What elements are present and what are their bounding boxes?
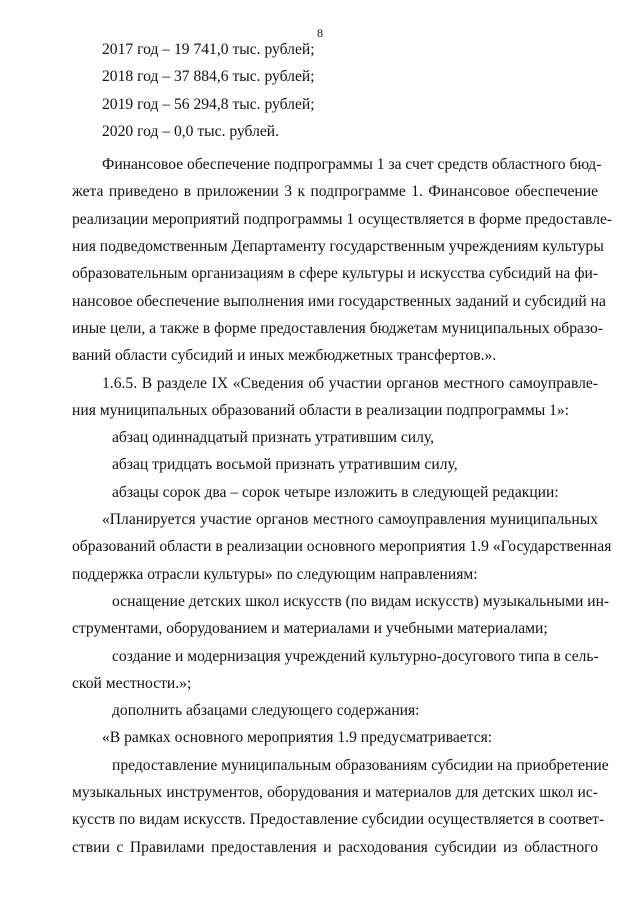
paragraph-line: ния подведомственным Департаменту государственным учреждениям культуры: [72, 238, 604, 256]
paragraph-line: жета приведено в приложении 3 к подпрограмме 1. Финансовое обеспечение: [72, 183, 598, 201]
paragraph-line: ваний области субсидий и иных межбюджетных трансфертов.».: [72, 347, 497, 365]
paragraph-line: иные цели, а также в форме предоставления бюджетам муниципальных образо-: [72, 319, 604, 337]
list-item: дополнить абзацами следующего содержания:: [112, 702, 420, 720]
budget-line-2020: 2020 год – 0,0 тыс. рублей.: [102, 122, 280, 140]
paragraph-line: ствии с Правилами предоставления и расходования субсидии из областного: [72, 838, 598, 856]
page-number: 8: [317, 26, 323, 40]
quote-line: поддержка отрасли культуры» по следующим направлениям:: [72, 565, 478, 583]
quote-line: образований области в реализации основного мероприятия 1.9 «Государственная: [72, 538, 612, 556]
quote-line: струментами, оборудованием и материалами и учебными материалами;: [72, 620, 548, 638]
paragraph-line: кусств по видам искусств. Предоставление субсидии осуществляется в соответ-: [72, 811, 605, 829]
quote-line: создание и модернизация учреждений культурно-досугового типа в сель-: [112, 647, 599, 665]
paragraph-line: нансовое обеспечение выполнения ими государственных заданий и субсидий на: [72, 292, 606, 310]
quote-line: оснащение детских школ искусств (по видам искусств) музыкальными ин-: [112, 592, 610, 610]
section-heading-line: 1.6.5. В разделе IX «Сведения об участии органов местного самоуправле-: [102, 374, 598, 392]
paragraph-line: Финансовое обеспечение подпрограммы 1 за счет средств областного бюд-: [102, 156, 602, 174]
paragraph-line: реализации мероприятий подпрограммы 1 осуществляется в форме предоставле-: [72, 210, 613, 228]
paragraph-line: музыкальных инструментов, оборудования и материалов для детских школ ис-: [72, 784, 598, 802]
list-item: абзац одиннадцатый признать утратившим силу,: [112, 429, 435, 447]
paragraph-line: предоставление муниципальным образованиям субсидии на приобретение: [112, 756, 609, 774]
list-item: абзац тридцать восьмой признать утратившим силу,: [112, 456, 458, 474]
budget-line-2017: 2017 год – 19 741,0 тыс. рублей;: [102, 41, 315, 58]
quote-line: «Планируется участие органов местного самоуправления муниципальных: [102, 511, 598, 529]
budget-line-2019: 2019 год – 56 294,8 тыс. рублей;: [102, 95, 315, 113]
quote-line: ской местности.»;: [72, 674, 192, 692]
section-heading-line: ния муниципальных образований области в реализации подпрограммы 1»:: [72, 401, 570, 419]
budget-line-2018: 2018 год – 37 884,6 тыс. рублей;: [102, 68, 315, 86]
list-item: абзацы сорок два – сорок четыре изложить в следующей редакции:: [112, 483, 559, 501]
paragraph-line: образовательным организациям в сфере культуры и искусства субсидий на фи-: [72, 265, 598, 283]
document-body: [72, 36, 613, 861]
quote-line: «В рамках основного мероприятия 1.9 предусматривается:: [102, 729, 493, 747]
